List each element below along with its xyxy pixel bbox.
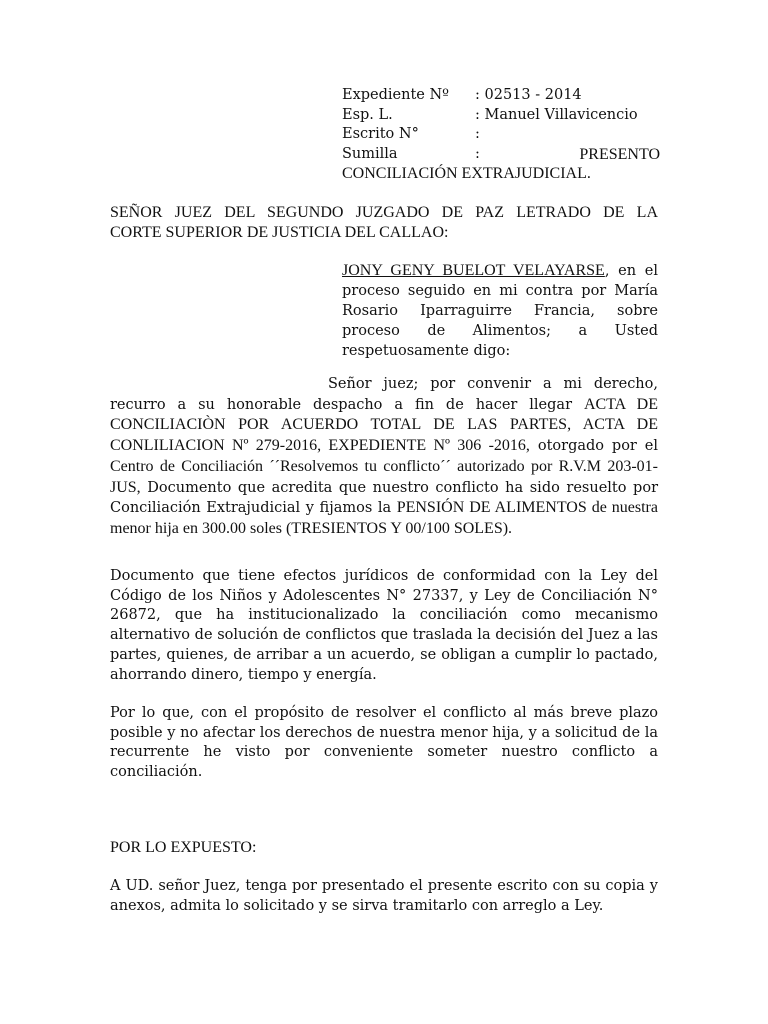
addressee-line-2: CORTE SUPERIOR DE JUSTICIA DEL CALLAO: (110, 224, 449, 241)
sumilla-value: PRESENTO (579, 145, 660, 163)
request-paragraph (110, 375, 658, 540)
sumilla-row (342, 145, 660, 165)
request-text-f: PENSIÓN DE ALIMENTOS de nuestra menor hija en 300.00 soles (TRESIENTOS Y 00/100 SOLES). (110, 499, 658, 537)
addressee-line-1: SEÑOR JUEZ DEL SEGUNDO JUZGADO DE PAZ LETRADO DE LA (110, 204, 658, 221)
escrito-row (342, 125, 660, 145)
request-text-e: Documento que acredita que nuestro conflicto ha sido resuelto por Conciliación Extrajudicial y fijamos la (110, 479, 658, 517)
expediente-row (342, 86, 660, 106)
petitioner-text: , en el proceso seguido en mi contra por María Rosario Iparraguirre Francia, sobre proceso de Alimentos; a Usted respetuosamente digo: (342, 263, 659, 359)
sumilla-continuation: CONCILIACIÓN EXTRAJUDICIAL. (342, 165, 591, 182)
expediente-value: : 02513 - 2014 (475, 87, 582, 103)
request-text-d: Centro de Conciliación ´´Resolvemos tu conflicto´´ autorizado por R.V.M 203-01-JUS, (110, 457, 658, 496)
case-header (342, 86, 660, 184)
sumilla-label: Sumilla (342, 145, 398, 162)
esp-label: Esp. L. (342, 106, 393, 123)
petitioner-paragraph (342, 261, 658, 361)
escrito-label: Escrito N° (342, 126, 419, 142)
sumilla-colon: : (475, 145, 480, 162)
escrito-value: : (475, 126, 480, 142)
addressee (110, 203, 658, 243)
esp-value: : Manuel Villavicencio (475, 106, 638, 123)
por-lo-expuesto-heading: POR LO EXPUESTO: (110, 839, 257, 856)
request-text-b: ACTA DE CONCILIACIÒN POR ACUERDO TOTAL DE LAS PARTES, ACTA DE CONLILIACION Nº 279-2016, EXPEDIENTE Nº 306 -2016, (110, 395, 659, 455)
purpose-paragraph: Por lo que, con el propósito de resolver el conflicto al más breve plazo posible y no afectar los derechos de nuestra menor hija, y a solicitud de la recurrente he visto por conveniente someter nuestro conflicto a conciliación. (110, 705, 658, 781)
legal-basis-paragraph: Documento que tiene efectos jurídicos de conformidad con la Ley del Código de los Niños y Adolescentes N° 27337, y Ley de Conciliación N° 26872, que ha institucionalizado la conciliación como mecanismo alternativo de solución de conflictos que traslada la decisión del Juez a las partes, quienes, de arribar a un acuerdo, se obligan a cumplir lo pactado, ahorrando dinero, tiempo y energía. (110, 568, 658, 683)
request-text-c: otorgado por el (529, 438, 658, 455)
petitioner-name: JONY GENY BUELOT VELAYARSE (342, 262, 605, 279)
esp-row (342, 106, 660, 126)
expediente-label: Expediente Nº (342, 87, 449, 103)
closing-paragraph: A UD. señor Juez, tenga por presentado el presente escrito con su copia y anexos, admita lo solicitado y se sirva tramitarlo con arreglo a Ley. (110, 878, 658, 914)
request-text-a: Señor juez; por convenir a mi derecho, recurro a su honorable despacho a fin de hacer llegar (110, 376, 658, 413)
